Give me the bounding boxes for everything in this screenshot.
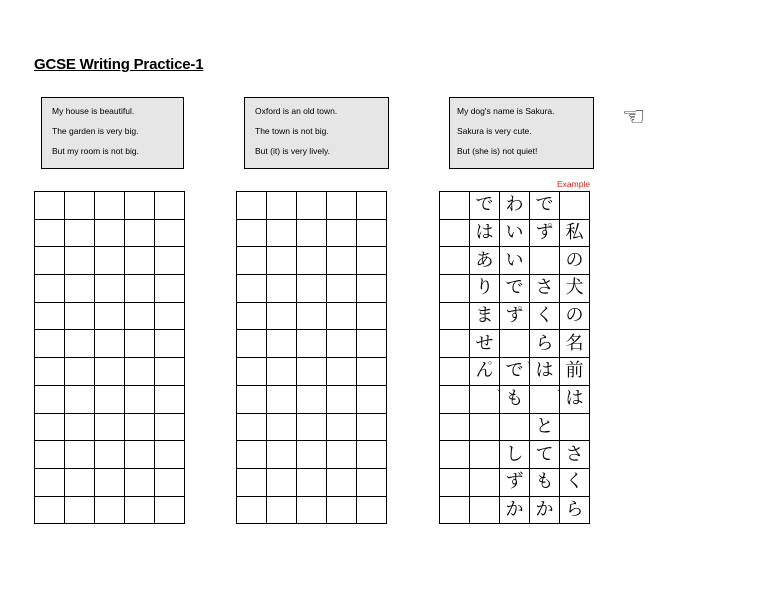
- grid-cell[interactable]: [155, 302, 185, 330]
- grid-cell[interactable]: [65, 358, 95, 386]
- grid-cell[interactable]: [297, 385, 327, 413]
- grid-cell[interactable]: [297, 358, 327, 386]
- grid-cell[interactable]: [155, 275, 185, 303]
- prompt-line: My dog's name is Sakura.: [457, 106, 555, 116]
- grid-cell[interactable]: [327, 219, 357, 247]
- grid-row: [35, 302, 185, 330]
- grid-row: [35, 385, 185, 413]
- grid-character: ら: [565, 498, 584, 520]
- grid-cell[interactable]: [327, 385, 357, 413]
- grid-character: は: [475, 222, 494, 244]
- grid-cell[interactable]: [327, 302, 357, 330]
- grid-character: て: [535, 443, 554, 465]
- grid-cell: [470, 247, 500, 275]
- grid-character: す: [505, 305, 524, 327]
- grid-cell[interactable]: [65, 302, 95, 330]
- grid-character: も: [505, 388, 524, 410]
- grid-cell[interactable]: [297, 468, 327, 496]
- grid-character: と: [535, 415, 554, 437]
- grid-row: [35, 358, 185, 386]
- grid-character: さ: [565, 443, 584, 465]
- grid-cell[interactable]: [35, 330, 65, 358]
- grid-cell: [440, 441, 470, 469]
- grid-cell: [560, 275, 590, 303]
- grid-cell: [560, 468, 590, 496]
- grid-character: 前: [565, 360, 584, 382]
- grid-cell: [497, 380, 530, 413]
- grid-cell: [560, 192, 590, 220]
- grid-row: [440, 275, 590, 303]
- grid-cell[interactable]: [65, 275, 95, 303]
- grid-cell: [530, 441, 560, 469]
- grid-cell: [440, 275, 470, 303]
- grid-row: [35, 275, 185, 303]
- grid-cell: [530, 468, 560, 496]
- prompt-line: My house is beautiful.: [52, 106, 135, 116]
- grid-cell[interactable]: [95, 468, 125, 496]
- grid-character: わ: [505, 194, 524, 216]
- grid-cell[interactable]: [155, 496, 185, 524]
- grid-cell[interactable]: [267, 192, 297, 220]
- grid-cell[interactable]: [95, 247, 125, 275]
- grid-cell[interactable]: [35, 385, 65, 413]
- grid-cell[interactable]: [35, 358, 65, 386]
- grid-character: も: [535, 471, 554, 493]
- grid-cell[interactable]: [237, 302, 267, 330]
- grid-cell: [530, 214, 560, 247]
- grid-row: [237, 247, 387, 275]
- grid-cell[interactable]: [357, 219, 387, 247]
- punctuation-mark: 、: [497, 380, 508, 394]
- grid-character: く: [535, 305, 554, 327]
- grid-row: [35, 330, 185, 358]
- grid-cell[interactable]: [35, 496, 65, 524]
- grid-cell[interactable]: [237, 468, 267, 496]
- grid-row: [237, 496, 387, 524]
- grid-row: [440, 302, 590, 330]
- grid-cell[interactable]: [327, 468, 357, 496]
- grid-cell[interactable]: [267, 247, 297, 275]
- grid-cell[interactable]: [35, 219, 65, 247]
- grid-cell: [530, 496, 560, 524]
- grid-row: [237, 302, 387, 330]
- grid-row: [237, 192, 387, 220]
- grid-row: [35, 247, 185, 275]
- grid-character: い: [505, 222, 524, 244]
- grid-cell[interactable]: [267, 358, 297, 386]
- grid-row: [237, 330, 387, 358]
- grid-row: [237, 468, 387, 496]
- grid-cell[interactable]: [65, 496, 95, 524]
- grid-cell[interactable]: [65, 468, 95, 496]
- grid-cell: [470, 353, 500, 386]
- grid-cell: [470, 302, 500, 330]
- grid-row: [35, 496, 185, 524]
- grid-cell: [560, 302, 590, 330]
- grid-character: ん: [475, 360, 494, 382]
- grid-cell[interactable]: [65, 413, 95, 441]
- grid-cell[interactable]: [155, 330, 185, 358]
- grid-row: [237, 441, 387, 469]
- grid-cell: [440, 219, 470, 247]
- grid-cell: [530, 247, 560, 275]
- grid-cell[interactable]: [65, 247, 95, 275]
- punctuation-mark: 。: [488, 353, 499, 367]
- grid-row: [237, 275, 387, 303]
- grid-cell[interactable]: [297, 275, 327, 303]
- grid-cell[interactable]: [297, 247, 327, 275]
- grid-character: ず: [505, 471, 524, 493]
- grid-cell[interactable]: [125, 413, 155, 441]
- grid-cell: [500, 441, 530, 469]
- grid-character: あ: [475, 249, 494, 271]
- grid-cell: [560, 413, 590, 441]
- prompt-box-2: [244, 97, 389, 169]
- grid-cell[interactable]: [327, 413, 357, 441]
- grid-character: 犬: [565, 277, 584, 299]
- grid-cell[interactable]: [35, 441, 65, 469]
- grid-cell: [470, 468, 500, 496]
- grid-cell[interactable]: [327, 275, 357, 303]
- prompt-line: Oxford is an old town.: [255, 106, 338, 116]
- grid-cell: [500, 496, 530, 524]
- writing-grid-1: [34, 191, 185, 524]
- writing-grid-2: [236, 191, 387, 524]
- grid-cell[interactable]: [125, 247, 155, 275]
- grid-cell: [560, 247, 590, 275]
- grid-cell: [500, 247, 530, 275]
- grid-cell: [470, 496, 500, 524]
- grid-character: す: [535, 222, 554, 244]
- grid-cell[interactable]: [267, 330, 297, 358]
- prompt-line: But my room is not big.: [52, 146, 139, 156]
- grid-cell: [440, 302, 470, 330]
- grid-cell[interactable]: [125, 302, 155, 330]
- grid-cell[interactable]: [35, 192, 65, 220]
- grid-cell[interactable]: [267, 468, 297, 496]
- grid-cell: [530, 302, 560, 330]
- prompt-box-1: [41, 97, 184, 169]
- punctuation-mark: 、: [527, 353, 538, 367]
- grid-cell: [500, 330, 530, 358]
- grid-cell[interactable]: [95, 441, 125, 469]
- grid-cell[interactable]: [297, 192, 327, 220]
- grid-cell[interactable]: [237, 247, 267, 275]
- grid-cell: [560, 496, 590, 524]
- example-grid: [439, 191, 590, 524]
- grid-cell[interactable]: [95, 275, 125, 303]
- grid-cell[interactable]: [237, 219, 267, 247]
- grid-character: で: [475, 194, 494, 216]
- grid-cell[interactable]: [237, 192, 267, 220]
- grid-cell[interactable]: [357, 496, 387, 524]
- grid-cell[interactable]: [297, 302, 327, 330]
- grid-cell: [440, 247, 470, 275]
- grid-cell[interactable]: [357, 441, 387, 469]
- grid-cell[interactable]: [95, 192, 125, 220]
- grid-row: [237, 219, 387, 247]
- grid-cell[interactable]: [155, 247, 185, 275]
- grid-cell[interactable]: [327, 192, 357, 220]
- grid-character: か: [505, 498, 524, 520]
- grid-cell[interactable]: [155, 192, 185, 220]
- grid-cell[interactable]: [327, 441, 357, 469]
- grid-row: [237, 413, 387, 441]
- punctuation-mark: 。: [548, 214, 559, 228]
- grid-character: し: [505, 443, 524, 465]
- grid-cell[interactable]: [237, 496, 267, 524]
- grid-character: で: [535, 194, 554, 216]
- grid-cell[interactable]: [125, 358, 155, 386]
- grid-character: 私: [565, 222, 584, 244]
- grid-cell: [500, 219, 530, 247]
- grid-character: く: [565, 471, 584, 493]
- grid-cell[interactable]: [267, 496, 297, 524]
- grid-character: の: [565, 249, 584, 271]
- grid-cell[interactable]: [155, 468, 185, 496]
- grid-character: い: [505, 249, 524, 271]
- grid-cell[interactable]: [237, 441, 267, 469]
- grid-cell: [557, 380, 590, 413]
- grid-cell: [440, 468, 470, 496]
- grid-cell: [530, 413, 560, 441]
- grid-row: [440, 385, 590, 413]
- grid-cell[interactable]: [35, 247, 65, 275]
- grid-cell[interactable]: [125, 275, 155, 303]
- grid-cell[interactable]: [65, 385, 95, 413]
- grid-cell[interactable]: [125, 192, 155, 220]
- grid-cell[interactable]: [237, 358, 267, 386]
- grid-character: は: [535, 360, 554, 382]
- grid-cell[interactable]: [237, 330, 267, 358]
- grid-cell: [440, 330, 470, 358]
- grid-cell: [440, 413, 470, 441]
- grid-cell[interactable]: [327, 330, 357, 358]
- grid-cell[interactable]: [125, 468, 155, 496]
- grid-cell[interactable]: [327, 247, 357, 275]
- grid-cell: [440, 358, 470, 386]
- grid-cell[interactable]: [155, 219, 185, 247]
- grid-cell[interactable]: [267, 413, 297, 441]
- grid-cell[interactable]: [237, 413, 267, 441]
- grid-cell: [470, 413, 500, 441]
- grid-cell[interactable]: [95, 413, 125, 441]
- grid-cell: [470, 192, 500, 220]
- grid-cell[interactable]: [35, 468, 65, 496]
- grid-cell: [470, 385, 500, 413]
- grid-row: [440, 247, 590, 275]
- grid-cell[interactable]: [327, 358, 357, 386]
- grid-cell[interactable]: [155, 413, 185, 441]
- grid-row: [35, 192, 185, 220]
- prompt-line: Sakura is very cute.: [457, 126, 532, 136]
- grid-row: [440, 468, 590, 496]
- grid-cell[interactable]: [297, 441, 327, 469]
- grid-cell[interactable]: [95, 358, 125, 386]
- grid-cell[interactable]: [95, 496, 125, 524]
- grid-row: [35, 413, 185, 441]
- grid-cell[interactable]: [95, 330, 125, 358]
- grid-cell[interactable]: [35, 302, 65, 330]
- grid-cell[interactable]: [95, 385, 125, 413]
- prompt-line: The town is not big.: [255, 126, 329, 136]
- grid-cell[interactable]: [125, 330, 155, 358]
- grid-row: [440, 413, 590, 441]
- grid-cell[interactable]: [65, 192, 95, 220]
- grid-cell[interactable]: [237, 385, 267, 413]
- grid-cell[interactable]: [95, 219, 125, 247]
- grid-character: 名: [565, 332, 584, 354]
- grid-cell[interactable]: [35, 413, 65, 441]
- grid-cell[interactable]: [357, 275, 387, 303]
- grid-cell[interactable]: [357, 247, 387, 275]
- grid-cell: [440, 496, 470, 524]
- grid-cell[interactable]: [357, 302, 387, 330]
- grid-cell: [500, 192, 530, 220]
- grid-cell[interactable]: [237, 275, 267, 303]
- grid-character: り: [475, 277, 494, 299]
- grid-cell[interactable]: [125, 496, 155, 524]
- grid-row: [237, 385, 387, 413]
- grid-cell[interactable]: [35, 275, 65, 303]
- grid-cell[interactable]: [357, 413, 387, 441]
- grid-character: ま: [475, 305, 494, 327]
- grid-cell: [530, 385, 560, 413]
- punctuation-mark: 、: [557, 380, 568, 394]
- grid-row: [35, 219, 185, 247]
- grid-row: [35, 441, 185, 469]
- grid-cell[interactable]: [357, 192, 387, 220]
- grid-character: ら: [535, 332, 554, 354]
- pointing-hand-icon: ☜: [622, 102, 646, 132]
- grid-cell[interactable]: [297, 330, 327, 358]
- grid-cell[interactable]: [357, 468, 387, 496]
- grid-cell[interactable]: [267, 302, 297, 330]
- grid-cell[interactable]: [155, 385, 185, 413]
- grid-cell: [560, 219, 590, 247]
- grid-cell[interactable]: [65, 330, 95, 358]
- grid-row: [440, 330, 590, 358]
- grid-character: さ: [535, 277, 554, 299]
- punctuation-mark: 。: [518, 297, 529, 311]
- prompt-line: But (she is) not quiet!: [457, 146, 538, 156]
- grid-character: で: [505, 360, 524, 382]
- grid-cell[interactable]: [155, 441, 185, 469]
- example-label: Example: [557, 179, 591, 189]
- grid-row: [440, 441, 590, 469]
- grid-cell[interactable]: [327, 496, 357, 524]
- grid-cell[interactable]: [95, 302, 125, 330]
- grid-character: で: [505, 277, 524, 299]
- grid-cell: [560, 330, 590, 358]
- grid-cell: [500, 297, 530, 330]
- grid-cell[interactable]: [357, 385, 387, 413]
- prompt-line: The garden is very big.: [52, 126, 139, 136]
- grid-character: か: [535, 498, 554, 520]
- grid-cell: [527, 353, 560, 386]
- grid-cell[interactable]: [125, 441, 155, 469]
- grid-row: [440, 219, 590, 247]
- grid-cell[interactable]: [267, 385, 297, 413]
- grid-cell: [440, 385, 470, 413]
- grid-cell: [470, 219, 500, 247]
- grid-cell: [440, 192, 470, 220]
- grid-row: [440, 192, 590, 220]
- grid-cell[interactable]: [297, 413, 327, 441]
- grid-cell: [470, 275, 500, 303]
- grid-cell[interactable]: [125, 385, 155, 413]
- grid-cell: [530, 275, 560, 303]
- grid-row: [440, 496, 590, 524]
- grid-cell[interactable]: [267, 275, 297, 303]
- grid-cell: [500, 413, 530, 441]
- grid-cell: [500, 468, 530, 496]
- page-title: GCSE Writing Practice-1: [34, 56, 204, 73]
- grid-cell[interactable]: [357, 358, 387, 386]
- grid-cell: [560, 441, 590, 469]
- grid-cell[interactable]: [297, 219, 327, 247]
- grid-cell[interactable]: [267, 441, 297, 469]
- grid-character: は: [565, 388, 584, 410]
- grid-character: せ: [475, 332, 494, 354]
- grid-character: の: [565, 305, 584, 327]
- grid-row: [237, 358, 387, 386]
- grid-cell: [470, 441, 500, 469]
- prompt-box-3: [449, 97, 594, 169]
- grid-cell[interactable]: [297, 496, 327, 524]
- grid-row: [35, 468, 185, 496]
- grid-cell[interactable]: [155, 358, 185, 386]
- grid-cell[interactable]: [65, 441, 95, 469]
- grid-cell[interactable]: [65, 219, 95, 247]
- prompt-line: But (it) is very lively.: [255, 146, 330, 156]
- grid-cell[interactable]: [125, 219, 155, 247]
- grid-cell[interactable]: [267, 219, 297, 247]
- grid-cell[interactable]: [357, 330, 387, 358]
